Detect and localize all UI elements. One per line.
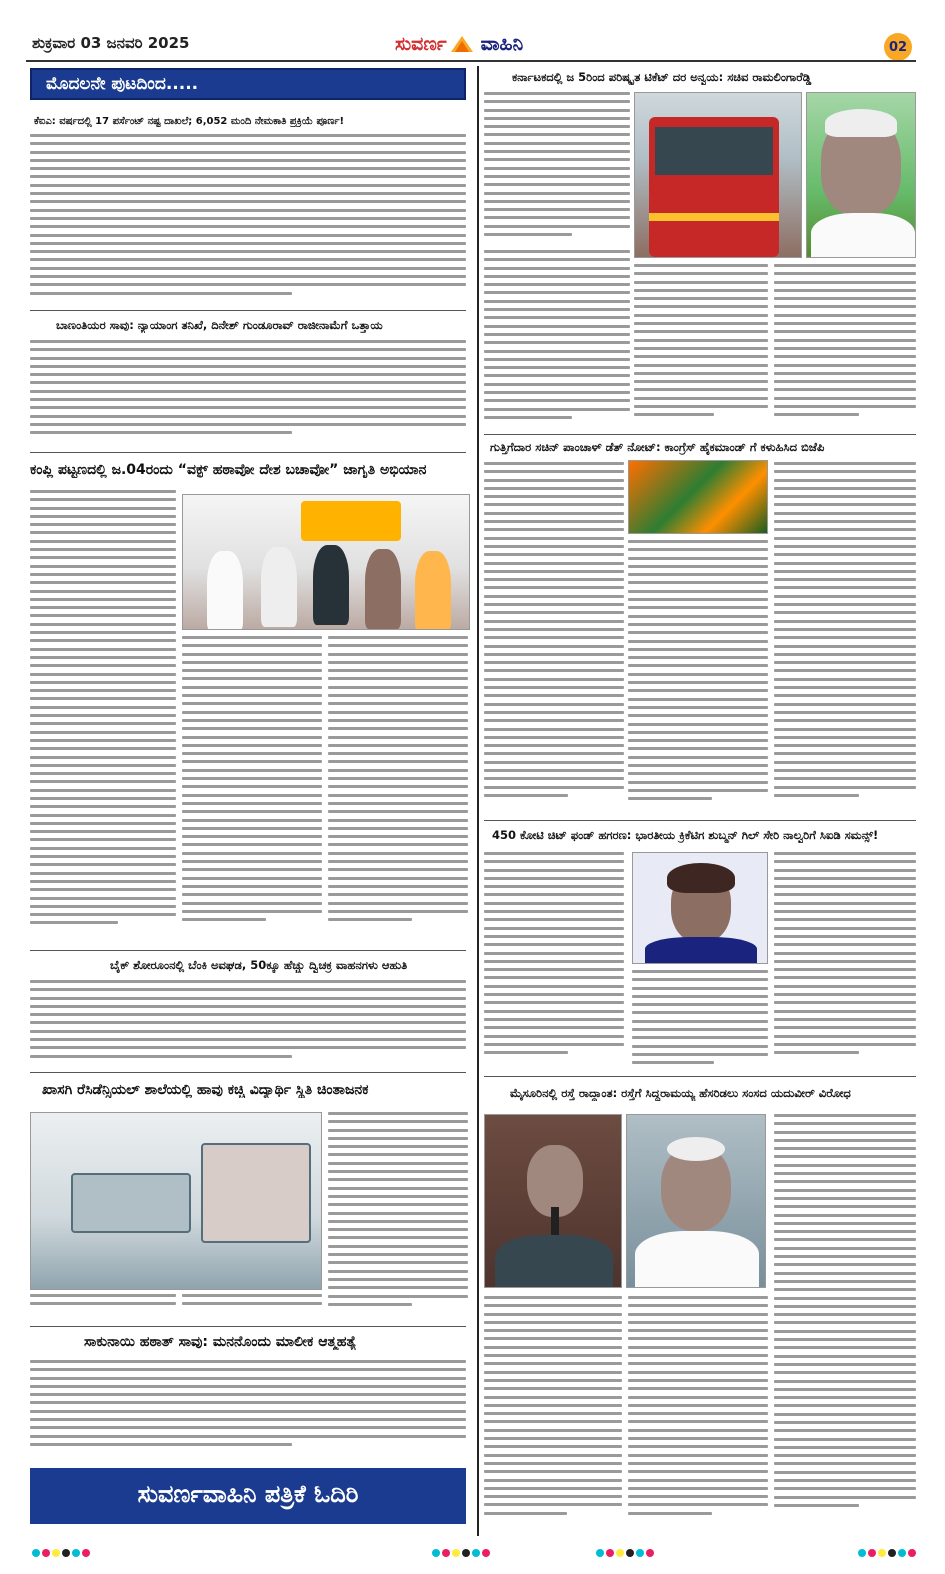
article-headline[interactable]: ಕೆಐಎ: ವರ್ಷದಲ್ಲಿ 17 ಪರ್ಸೆಂಟ್ ನಷ್ಟ ದಾಖಲೆ; 6,052 ಮಂದಿ ನೇಮಕಾತಿ ಪ್ರಕ್ರಿಯೆ ಪೂರ್ಣ!: [34, 116, 345, 127]
print-registration-marks: [32, 1549, 90, 1559]
article-headline[interactable]: ಕಂಪ್ಲಿ ಪಟ್ಟಣದಲ್ಲಿ ಜ.04ರಂದು “ವಕ್ಫ್ ಹಠಾವೋ ದೇಶ ಬಚಾವೋ” ಜಾಗೃತಿ ಅಭಿಯಾನ: [30, 462, 427, 478]
article-body: [328, 636, 468, 942]
cricketer-photo: [632, 852, 768, 964]
subscribe-banner[interactable]: [30, 1468, 466, 1524]
article-separator: [30, 452, 466, 453]
article-headline[interactable]: ಬೈಕ್ ಶೋರೂಂನಲ್ಲಿ ಬೆಂಕಿ ಅವಘಡ, 50ಕ್ಕೂ ಹೆಚ್ಚು ದ್ವಿಚಕ್ರ ವಾಹನಗಳು ಆಹುತಿ: [110, 958, 408, 972]
masthead-rule: [26, 60, 916, 62]
article-body: [484, 250, 630, 428]
article-headline[interactable]: ಸಾಕುನಾಯಿ ಹಠಾತ್ ಸಾವು: ಮನನೊಂದು ಮಾಲೀಕ ಆತ್ಮಹತ್ಯೆ: [84, 1334, 357, 1350]
article-body: [182, 636, 322, 942]
photo-shirt: [635, 1231, 759, 1288]
photo-person: [415, 551, 451, 630]
photo-banner-shape: [301, 501, 401, 541]
article-body: [774, 264, 916, 428]
print-registration-marks: [432, 1549, 490, 1559]
article-separator: [484, 1076, 916, 1077]
section-banner: [30, 68, 466, 100]
photo-caption: [182, 1294, 322, 1318]
photo-bed: [201, 1143, 311, 1243]
article-separator: [30, 310, 466, 311]
hospital-photo: [30, 1112, 322, 1290]
photo-shirt: [495, 1235, 613, 1288]
article-body: [30, 340, 466, 444]
photo-person: [365, 549, 401, 629]
article-body: [632, 970, 768, 1068]
photo-person: [313, 545, 349, 625]
photo-caption: [30, 1294, 176, 1318]
article-separator: [484, 820, 916, 821]
sunburst-logo-icon: [449, 34, 475, 54]
photo-shirt: [645, 937, 757, 964]
article-body: [328, 1112, 468, 1318]
mp-speaking-photo: [484, 1114, 622, 1288]
article-body: [30, 490, 176, 942]
masthead: [0, 0, 945, 62]
article-body: [484, 462, 624, 814]
article-body: [634, 264, 768, 428]
photo-bed: [71, 1173, 191, 1233]
article-separator: [30, 950, 466, 951]
article-body: [774, 462, 916, 814]
photo-bus-window: [655, 127, 773, 175]
article-separator: [30, 1326, 466, 1327]
article-body: [30, 134, 466, 304]
meeting-photo: [182, 494, 470, 630]
party-flags-photo: [628, 460, 768, 534]
newspaper-logo[interactable]: [395, 30, 523, 58]
chief-minister-photo: [626, 1114, 766, 1288]
article-body: [484, 1296, 622, 1532]
article-headline[interactable]: ಖಾಸಗಿ ರೆಸಿಡೆನ್ಸಿಯಲ್ ಶಾಲೆಯಲ್ಲಿ ಹಾವು ಕಚ್ಚಿ ವಿದ್ಯಾರ್ಥಿ ಸ್ಥಿತಿ ಚಿಂತಾಜನಕ: [42, 1082, 369, 1098]
article-body: [628, 1296, 768, 1532]
logo-text-part2: ವಾಹಿನಿ: [480, 33, 524, 55]
photo-person: [207, 551, 243, 630]
article-body: [30, 1360, 466, 1456]
article-headline[interactable]: 450 ಕೋಟಿ ಚಿಟ್ ಫಂಡ್ ಹಗರಣ: ಭಾರತೀಯ ಕ್ರಿಕೆಟಿಗ ಶುಬ್ಮನ್ ಗಿಲ್ ಸೇರಿ ನಾಲ್ವರಿಗೆ ಸಿಐಡಿ ಸಮನ್ಸ್!: [492, 828, 879, 842]
article-body: [484, 92, 630, 246]
photo-shirt: [811, 213, 915, 258]
print-registration-marks: [858, 1549, 916, 1559]
article-headline[interactable]: ಕರ್ನಾಟಕದಲ್ಲಿ ಜ 5ರಿಂದ ಪರಿಷ್ಕೃತ ಟಿಕೆಟ್ ದರ ಅನ್ವಯ: ಸಚಿವ ರಾಮಲಿಂಗಾರೆಡ್ಡಿ: [512, 70, 812, 84]
photo-hair: [825, 109, 897, 137]
issue-date: ಶುಕ್ರವಾರ 03 ಜನವರಿ 2025: [32, 34, 190, 52]
photo-bus-stripe: [649, 213, 779, 221]
article-body: [774, 1114, 916, 1532]
article-headline[interactable]: ಬಾಣಂತಿಯರ ಸಾವು: ನ್ಯಾಯಾಂಗ ತನಿಖೆ, ದಿನೇಶ್ ಗುಂಡೂರಾವ್ ರಾಜೀನಾಮೆಗೆ ಒತ್ತಾಯ: [56, 318, 383, 332]
minister-photo: [806, 92, 916, 258]
article-body: [30, 980, 466, 1064]
column-divider: [477, 66, 479, 1536]
page-number-badge: 02: [884, 33, 912, 61]
photo-hair: [667, 1137, 725, 1161]
bus-photo: [634, 92, 802, 258]
article-separator: [30, 1072, 466, 1073]
photo-hair: [667, 863, 735, 893]
article-body: [774, 852, 916, 1068]
print-registration-marks: [596, 1549, 654, 1559]
subscribe-banner-text: ಸುವರ್ಣವಾಹಿನಿ ಪತ್ರಿಕೆ ಓದಿರಿ: [137, 1480, 359, 1508]
logo-text-part1: ಸುವರ್ಣ: [395, 33, 447, 55]
article-body: [628, 540, 768, 814]
article-headline[interactable]: ಗುತ್ತಿಗೆದಾರ ಸಚಿನ್ ಪಾಂಚಾಳ್ ಡೆತ್ ನೋಟ್: ಕಾಂಗ್ರೆಸ್ ಹೈಕಮಾಂಡ್ ಗೆ ಕಳುಹಿಸಿದ ಬಿಜೆಪಿ: [490, 440, 825, 454]
article-separator: [484, 434, 916, 435]
article-headline[interactable]: ಮೈಸೂರಿನಲ್ಲಿ ರಸ್ತೆ ರಾದ್ಧಾಂತ: ರಸ್ತೆಗೆ ಸಿದ್ದರಾಮಯ್ಯ ಹೆಸರಿಡಲು ಸಂಸದ ಯದುವೀರ್ ವಿರೋಧ: [510, 1086, 851, 1100]
section-banner-title: ಮೊದಲನೇ ಪುಟದಿಂದ.....: [46, 74, 199, 94]
photo-person: [261, 547, 297, 627]
article-body: [484, 852, 624, 1068]
